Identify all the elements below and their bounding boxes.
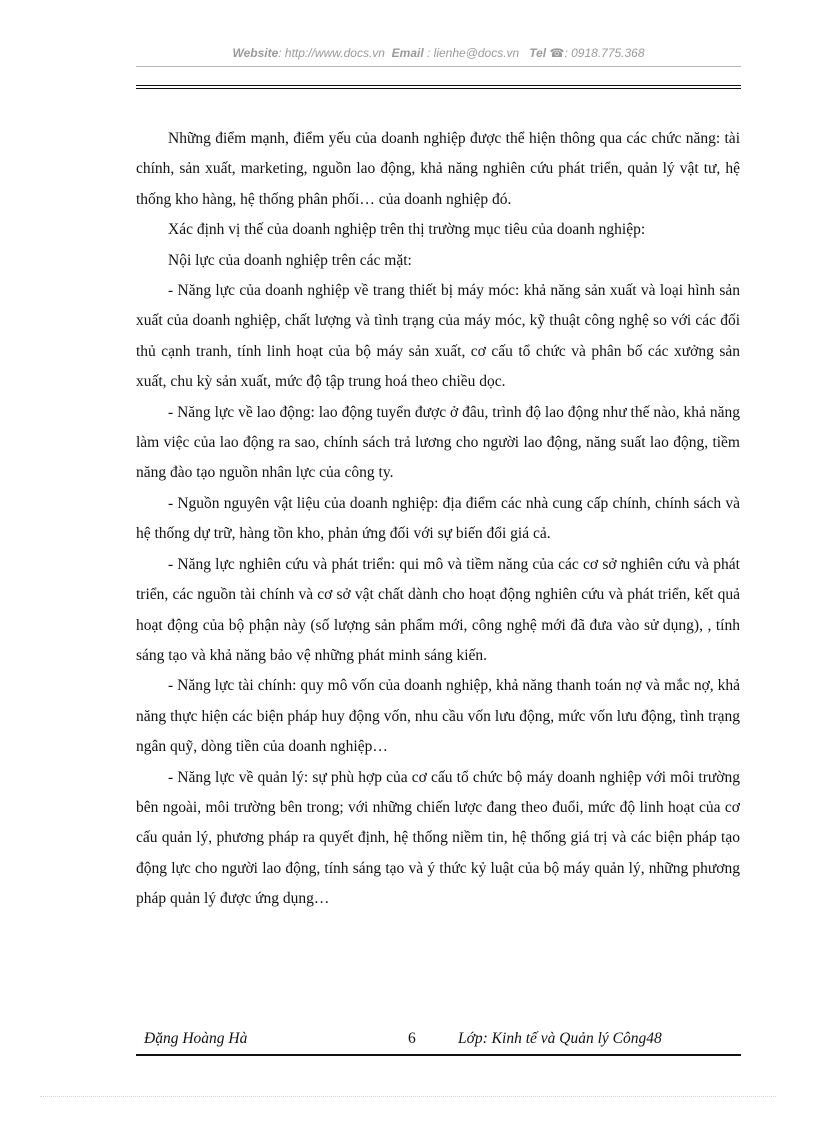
page-number: 6: [408, 1030, 416, 1047]
footer-divider: [136, 1054, 741, 1056]
paragraph-market-position: Xác định vị thế của doanh nghiệp trên thị trường mục tiêu của doanh nghiệp:: [168, 221, 646, 239]
paragraph-equipment-capability: - Năng lực của doanh nghiệp về trang thiết bị máy móc: khả năng sản xuất và loại hình sản xuất của doanh nghiệp, chất lượng và tình trạng của máy móc, kỹ thuật công nghệ so với các đối thủ cạnh tranh, tính linh hoạt của bộ máy sản xuất, cơ cấu tổ chức và phân bố các xưởng sản xuất, chu kỳ sản xuất, mức độ tập trung hoá theo chiều dọc.: [136, 282, 740, 391]
website-label: Website: [232, 46, 279, 60]
tel-number: : 0918.775.368: [564, 46, 645, 60]
phone-icon: ☎: [549, 46, 565, 60]
page-header: [136, 46, 741, 60]
website-url[interactable]: : http://www.docs.vn: [278, 46, 385, 60]
page-footer: [136, 1030, 741, 1054]
paragraph-strengths-weaknesses: Những điểm mạnh, điểm yếu của doanh nghiệp được thể hiện thông qua các chức năng: tài chính, sản xuất, marketing, nguồn lao động, khả năng nghiên cứu phát triển, quản lý vật tư, hệ thống kho hàng, hệ thống phân phối… của doanh nghiệp đó.: [136, 130, 740, 208]
document-body: [136, 124, 740, 915]
header-double-rule: [136, 85, 741, 89]
tel-label: Tel: [529, 46, 547, 60]
paragraph-management-capability: - Năng lực về quản lý: sự phù hợp của cơ cấu tổ chức bộ máy doanh nghiệp với môi trường bên ngoài, môi trường bên trong; với những chiến lược đang theo đuổi, mức độ linh hoạt của cơ cấu quản lý, phương pháp ra quyết định, hệ thống niềm tin, hệ thống giá trị và các biện pháp tạo động lực cho người lao động, tính sáng tạo và ý thức kỷ luật của bộ máy quản lý, những phương pháp quản lý được ứng dụng…: [136, 768, 740, 908]
page-bottom-edge: [40, 1096, 776, 1097]
paragraph-raw-materials: - Nguồn nguyên vật liệu của doanh nghiệp: địa điểm các nhà cung cấp chính, chính sách và hệ thống dự trữ, hàng tồn kho, phản ứng đối với sự biến đổi giá cả.: [136, 494, 740, 543]
footer-class-name: Lớp: Kinh tế và Quản lý Công48: [458, 1030, 662, 1047]
header-divider: [136, 66, 741, 67]
paragraph-internal-capabilities: Nội lực của doanh nghiệp trên các mặt:: [168, 251, 412, 269]
paragraph-research-development: - Năng lực nghiên cứu và phát triển: qui mô và tiềm năng của các cơ sở nghiên cứu và phát triển, các nguồn tài chính và cơ sở vật chất dành cho hoạt động nghiên cứu và phát triển, kết quả hoạt động của bộ phận này (số lượng sản phẩm mới, công nghệ mới đã đưa vào sử dụng), , tính sáng tạo và khả năng bảo vệ những phát minh sáng kiến.: [136, 555, 740, 664]
paragraph-labor-capability: - Năng lực về lao động: lao động tuyển được ở đâu, trình độ lao động như thế nào, khả năng làm việc của lao động ra sao, chính sách trả lương cho người lao động, năng suất lao động, tiềm năng đào tạo nguồn nhân lực của công ty.: [136, 403, 740, 482]
paragraph-financial-capability: - Năng lực tài chính: quy mô vốn của doanh nghiệp, khả năng thanh toán nợ và mắc nợ, khả năng thực hiện các biện pháp huy động vốn, nhu cầu vốn lưu động, mức vốn lưu động, tình trạng ngân quỹ, dòng tiền của doanh nghiệp…: [136, 677, 740, 756]
email-address[interactable]: : lienhe@docs.vn: [423, 46, 520, 60]
email-label: Email: [391, 46, 424, 60]
footer-author: Đặng Hoàng Hà: [144, 1030, 248, 1047]
